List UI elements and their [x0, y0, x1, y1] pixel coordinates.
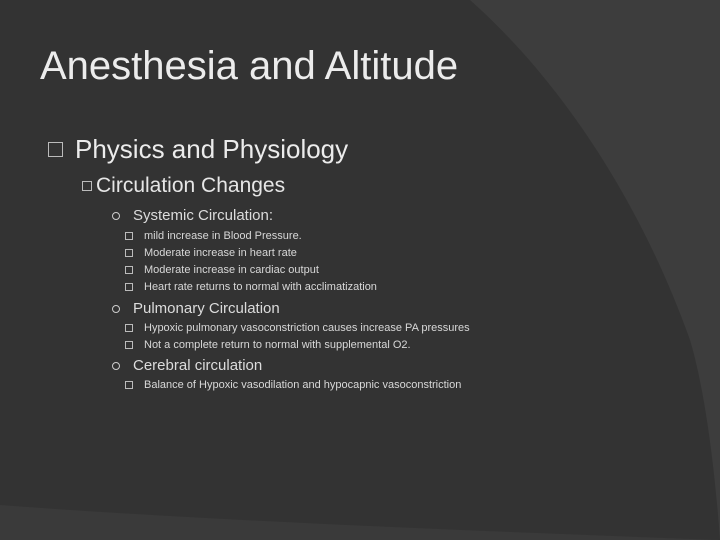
circle-bullet-icon — [112, 362, 120, 370]
square-bullet-icon — [125, 283, 133, 291]
section-heading — [112, 300, 280, 317]
list-item-text: Balance of Hypoxic vasodilation and hypocapnic vasoconstriction — [144, 379, 462, 391]
circle-bullet-icon — [112, 305, 120, 313]
bullet-level2-text: Circulation Changes — [96, 174, 286, 197]
list-item-text: Heart rate returns to normal with acclimatization — [144, 281, 377, 293]
list-item — [125, 247, 297, 259]
square-bullet-icon — [48, 142, 63, 157]
bullet-level1 — [48, 134, 348, 165]
slide-title: Anesthesia and Altitude — [40, 44, 459, 88]
list-item — [125, 379, 461, 391]
section-heading-text: Cerebral circulation — [133, 357, 263, 374]
list-item-text: Moderate increase in heart rate — [144, 247, 297, 259]
bullet-level2 — [82, 174, 285, 198]
square-bullet-icon — [125, 381, 133, 389]
square-bullet-icon — [125, 341, 133, 349]
list-item — [125, 264, 319, 276]
list-item — [125, 322, 470, 334]
square-bullet-icon — [125, 266, 133, 274]
list-item-text: Moderate increase in cardiac output — [144, 264, 319, 276]
square-bullet-icon — [82, 181, 92, 191]
section-heading — [112, 207, 273, 224]
list-item-text: Hypoxic pulmonary vasoconstriction causes increase PA pressures — [144, 322, 470, 334]
square-bullet-icon — [125, 232, 133, 240]
circle-bullet-icon — [112, 212, 120, 220]
square-bullet-icon — [125, 324, 133, 332]
section-heading-text: Pulmonary Circulation — [133, 300, 280, 317]
square-bullet-icon — [125, 249, 133, 257]
list-item-text: Not a complete return to normal with supplemental O2. — [144, 339, 411, 351]
list-item — [125, 281, 377, 293]
list-item-text: mild increase in Blood Pressure. — [144, 230, 302, 242]
list-item — [125, 230, 302, 242]
section-heading-text: Systemic Circulation: — [133, 207, 274, 224]
list-item — [125, 339, 411, 351]
bullet-level1-text: Physics and Physiology — [75, 134, 349, 164]
section-heading — [112, 357, 262, 374]
